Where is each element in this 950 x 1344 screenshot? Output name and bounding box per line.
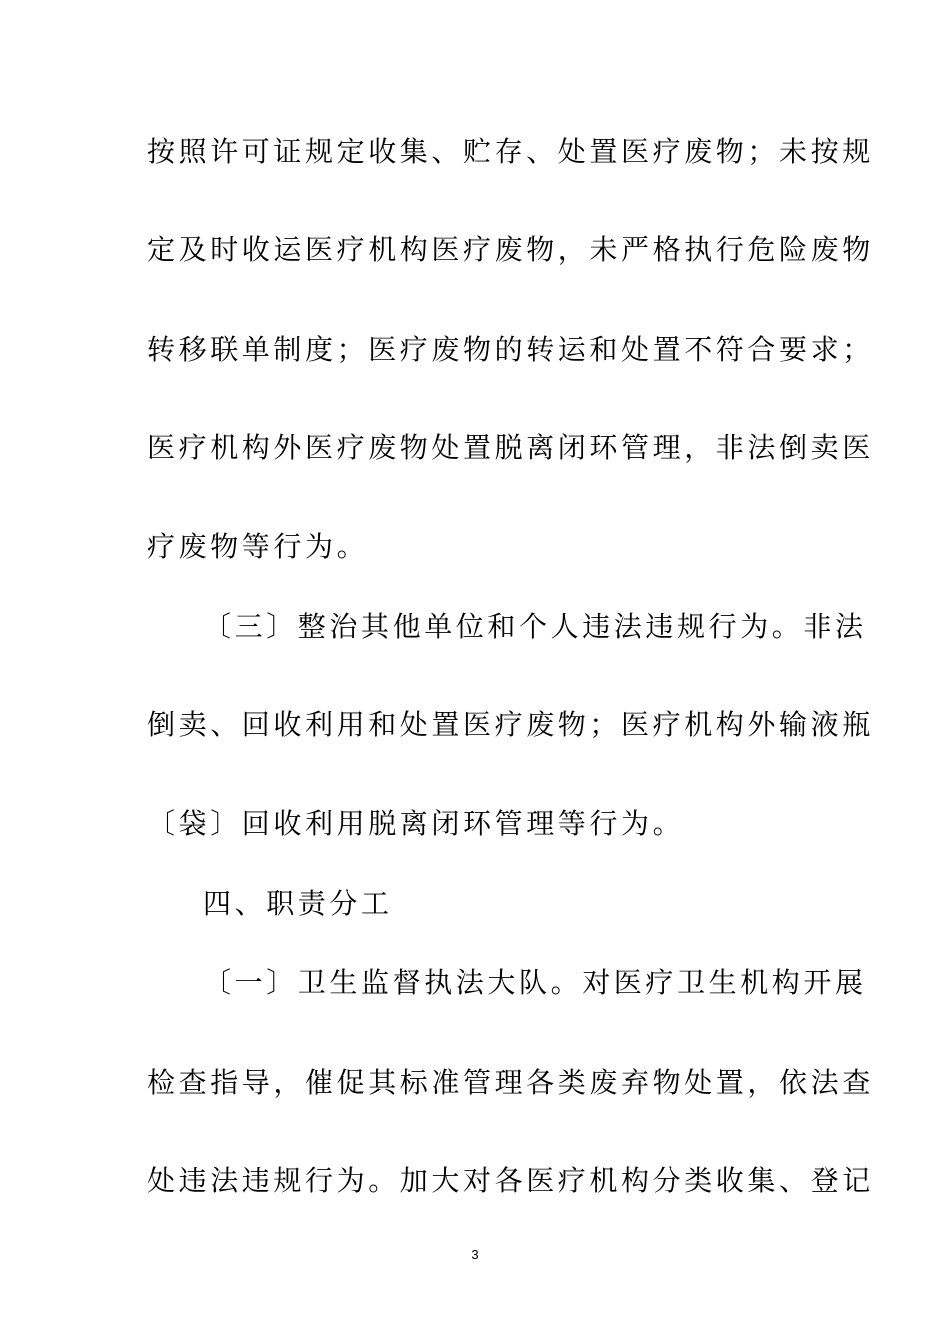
text-line: 倒卖、回收利用和处置医疗废物；医疗机构外输液瓶	[147, 708, 874, 741]
page-number: 3	[471, 1247, 479, 1262]
text-line: 定及时收运医疗机构医疗废物，未严格执行危险废物	[147, 233, 874, 266]
text-line: 〔袋〕回收利用脱离闭环管理等行为。	[147, 807, 685, 840]
text-line: 处违法违规行为。加大对各医疗机构分类收集、登记	[147, 1164, 874, 1197]
section-heading-line: 〔三〕整治其他单位和个人违法违规行为。非法	[203, 610, 867, 643]
text-line: 按照许可证规定收集、贮存、处置医疗废物；未按规	[147, 135, 874, 168]
text-line: 疗废物等行为。	[147, 530, 369, 563]
chapter-heading: 四、职责分工	[203, 887, 393, 920]
text-line: 转移联单制度；医疗废物的转运和处置不符合要求；	[147, 333, 874, 366]
section-heading-line: 〔一〕卫生监督执法大队。对医疗卫生机构开展	[203, 966, 867, 999]
text-line: 检查指导，催促其标准管理各类废弃物处置，依法查	[147, 1066, 874, 1099]
text-line: 医疗机构外医疗废物处置脱离闭环管理，非法倒卖医	[147, 431, 874, 464]
